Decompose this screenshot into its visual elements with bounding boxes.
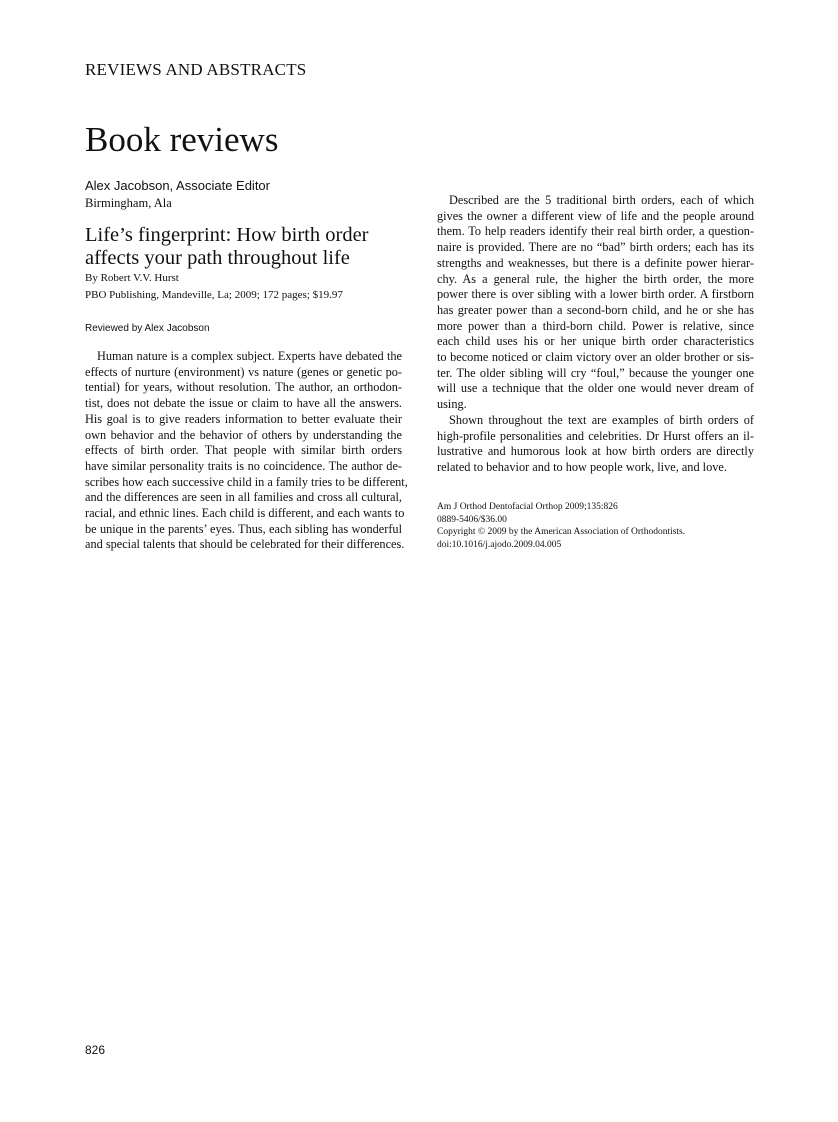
text-line: effects of nurture (environment) vs nature (genes or genetic po- bbox=[85, 364, 402, 379]
text-line: each child uses his or her unique birth order characteristics bbox=[437, 334, 754, 349]
text-line: and special talents that should be celebrated for their differences. bbox=[85, 537, 405, 552]
book-author: By Robert V.V. Hurst bbox=[85, 272, 179, 284]
text-line: more power than a third-born child. Power is relative, since bbox=[437, 318, 754, 333]
citation-copyright: Copyright © 2009 by the American Association of Orthodontists. bbox=[437, 527, 686, 537]
text-line: naire is provided. There are no “bad” birth orders; each has its bbox=[437, 240, 754, 255]
left-column bbox=[85, 349, 408, 553]
text-line: power there is over sibling with a lower birth order. A firstborn bbox=[437, 287, 754, 302]
citation-doi: doi:10.1016/j.ajodo.2009.04.005 bbox=[437, 539, 562, 550]
text-line: will use a technique that the older one would never dream of bbox=[437, 381, 754, 396]
text-line: tist, does not debate the issue or claim to have all the answers. bbox=[85, 396, 402, 411]
text-line: His goal is to give readers information to better evaluate their bbox=[85, 411, 402, 426]
text-line: related to behavior and to how people work, live, and love. bbox=[437, 459, 727, 474]
text-line: effects of birth order. That people with similar birth orders bbox=[85, 443, 402, 458]
citation bbox=[437, 501, 685, 551]
text-line: be unique in the parents’ eyes. Thus, each sibling has wonderful bbox=[85, 521, 402, 536]
text-line: has greater power than a second-born child, and he or she has bbox=[437, 302, 754, 317]
editor-name: Alex Jacobson, Associate Editor bbox=[85, 178, 270, 193]
citation-journal: Am J Orthod Dentofacial Orthop 2009;135:826 bbox=[437, 502, 618, 512]
text-line: them. To help readers identify their real birth order, a question- bbox=[437, 224, 754, 239]
text-line: racial, and ethnic lines. Each child is different, and each wants to bbox=[85, 506, 405, 521]
text-line: scribes how each successive child in a family tries to be different, bbox=[85, 474, 408, 489]
text-line: using. bbox=[437, 397, 467, 412]
text-line: lustrative and humorous look at how birth orders are directly bbox=[437, 444, 754, 459]
text-line: Described are the 5 traditional birth orders, each of which bbox=[449, 193, 754, 207]
right-column bbox=[437, 193, 754, 476]
text-line: ter. The older sibling will cry “foul,” because the younger one bbox=[437, 365, 754, 380]
book-title bbox=[85, 224, 415, 270]
text-line: Shown throughout the text are examples of birth orders of bbox=[449, 412, 754, 427]
text-line: and the differences are seen in all families and cross all cultural, bbox=[85, 490, 402, 505]
text-line: Human nature is a complex subject. Experts have debated the bbox=[97, 349, 402, 363]
paragraph bbox=[437, 413, 754, 476]
book-publisher: PBO Publishing, Mandeville, La; 2009; 172 pages; $19.97 bbox=[85, 289, 343, 301]
page-title: Book reviews bbox=[85, 120, 279, 159]
text-line: gives the owner a different view of life and the people around bbox=[437, 208, 754, 223]
book-title-line: Life’s fingerprint: How birth order bbox=[85, 224, 369, 246]
paragraph bbox=[437, 193, 754, 413]
text-line: high-profile personalities and celebrities. Dr Hurst offers an il- bbox=[437, 428, 754, 443]
text-line: to become noticed or claim victory over an older brother or sis- bbox=[437, 350, 754, 365]
text-line: chy. As a general rule, the higher the birth order, the more bbox=[437, 271, 754, 286]
reviewer: Reviewed by Alex Jacobson bbox=[85, 323, 210, 334]
text-line: strengths and weaknesses, but there is a definite power hierar- bbox=[437, 255, 754, 270]
book-title-line: affects your path throughout life bbox=[85, 247, 350, 269]
paragraph bbox=[85, 349, 408, 553]
page-number: 826 bbox=[85, 1043, 106, 1057]
section-header: REVIEWS AND ABSTRACTS bbox=[85, 60, 307, 79]
text-line: have similar personality traits is no coincidence. The author de- bbox=[85, 458, 402, 473]
editor-location: Birmingham, Ala bbox=[85, 196, 172, 210]
citation-issn: 0889-5406/$36.00 bbox=[437, 514, 507, 525]
text-line: tential) for years, without resolution. The author, an orthodon- bbox=[85, 380, 402, 395]
text-line: own behavior and the behavior of others by understanding the bbox=[85, 427, 402, 442]
